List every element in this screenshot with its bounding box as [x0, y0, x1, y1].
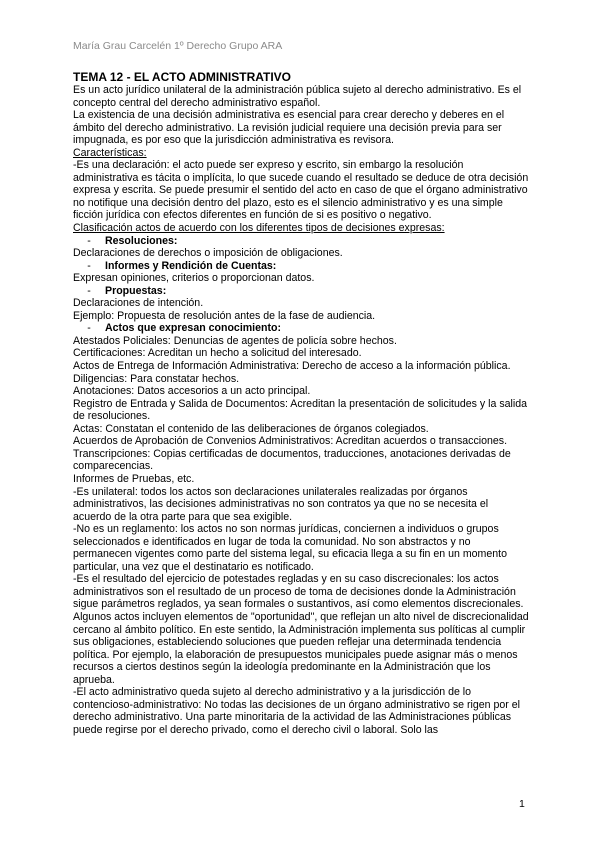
caracteristicas-heading: Características:: [73, 146, 147, 159]
potestades-paragraph: -Es el resultado del ejercicio de potestades regladas y en su caso discrecionales: los actos administrativos son el resultado de un proceso de toma de decisiones donde la Administración sigue parámetros reglados, ya sean formales o sustantivos, así como elementos discrecionales. Algunos actos incluyen elementos de "oportunidad", que reflejan un alto nivel de discrecionalidad cercano al ámbito político. En este sentido, la Administración implementa sus políticas al cumplir sus obligaciones, estableciendo soluciones que pueden reflejar una determinada tendencia política. Por ejemplo, la elaboración de presupuestos municipales puede asignar más o menos recursos a ciertos destinos según la ideología predominante en la Administración que los aprueba.: [73, 573, 529, 686]
resoluciones-text: Declaraciones de derechos o imposición de obligaciones.: [73, 247, 343, 260]
propuestas-heading: Propuestas:: [105, 284, 167, 297]
resoluciones-heading: Resoluciones:: [105, 234, 178, 247]
bullet-informes: [73, 260, 529, 273]
conocimiento-item: Acuerdos de Aprobación de Convenios Administrativos: Acreditan acuerdos o transacciones.: [73, 435, 508, 448]
conocimiento-item: Actos de Entrega de Información Administrativa: Derecho de acceso a la información pública.: [73, 360, 511, 373]
propuestas-line: Ejemplo: Propuesta de resolución antes de la fase de audiencia.: [73, 309, 376, 322]
document-title: TEMA 12 - EL ACTO ADMINISTRATIVO: [73, 70, 292, 84]
unilateral-paragraph: -Es unilateral: todos los actos son declaraciones unilaterales realizadas por órganos administrativos, las decisiones administrativas no son contratos ya que no se necesita el acuerdo de la otra parte para que sea exigible.: [73, 485, 489, 523]
clasificacion-heading: Clasificación actos de acuerdo con los diferentes tipos de decisiones expresas:: [73, 222, 445, 235]
conocimiento-item: Anotaciones: Datos accesorios a un acto principal.: [73, 385, 311, 398]
page-header: María Grau Carcelén 1º Derecho Grupo ARA: [73, 40, 283, 52]
document-body: [73, 71, 529, 736]
bullet-conocimiento: [73, 322, 529, 335]
bullet-dash: -: [87, 259, 91, 272]
conocimiento-item: Registro de Entrada y Salida de Documentos: Acreditan la presentación de solicitudes y la salida de resoluciones.: [73, 397, 528, 423]
informes-text: Expresan opiniones, criterios o proporcionan datos.: [73, 272, 315, 285]
conocimiento-item: Transcripciones: Copias certificadas de documentos, traducciones, anotaciones derivadas de comparecencias.: [73, 447, 511, 473]
intro-paragraph-2: La existencia de una decisión administrativa es esencial para crear derecho y deberes en el ámbito del derecho administrativo. La revisión judicial requiere una decisión previa para ser impugnada, es por eso que la jurisdicción administrativa es revisora.: [73, 109, 505, 147]
conocimiento-item: Informes de Pruebas, etc.: [73, 472, 195, 485]
informes-heading: Informes y Rendición de Cuentas:: [105, 259, 277, 272]
reglamento-paragraph: -No es un reglamento: los actos no son normas jurídicas, conciernen a individuos o grupos seleccionados e identificados en lugar de toda la comunidad. No son abstractos y no permanecen vigentes como parte del sistema legal, su eficacia llega a su fin en un momento particular, una vez que el destinatario es notificado.: [73, 523, 507, 573]
sujeto-paragraph: -El acto administrativo queda sujeto al derecho administrativo y a la jurisdicción de lo contencioso-administrativo: No todas las decisiones de un órgano administrativo se rigen por el derecho administrativo. Una parte minoritaria de la actividad de las Administraciones públicas puede regirse por el derecho privado, como el derecho civil o laboral. Solo las: [73, 686, 520, 736]
bullet-propuestas: [73, 285, 529, 298]
declaracion-paragraph: -Es una declaración: el acto puede ser expreso y escrito, sin embargo la resolución administrativa es tácita o implícita, lo que sucede cuando el resultado se deduce de otra decisión expresa y escrita. Se puede presumir el sentido del acto en caso de que el órgano administrativo no notifique una decisión dentro del plazo, esto es el silencio administrativo y es una simple ficción jurídica con efectos diferentes en función de si es positivo o negativo.: [73, 159, 529, 222]
conocimiento-item: Diligencias: Para constatar hechos.: [73, 372, 240, 385]
page-number: 1: [519, 798, 525, 810]
conocimiento-item: Atestados Policiales: Denuncias de agentes de policía sobre hechos.: [73, 334, 397, 347]
propuestas-line: Declaraciones de intención.: [73, 297, 204, 310]
intro-paragraph-1: Es un acto jurídico unilateral de la administración pública sujeto al derecho administrativo. Es el concepto central del derecho administrativo español.: [73, 84, 522, 109]
bullet-resoluciones: [73, 235, 529, 248]
conocimiento-item: Certificaciones: Acreditan un hecho a solicitud del interesado.: [73, 347, 362, 360]
bullet-dash: -: [87, 284, 91, 297]
conocimiento-heading: Actos que expresan conocimiento:: [105, 322, 282, 335]
bullet-dash: -: [87, 322, 91, 335]
bullet-dash: -: [87, 234, 91, 247]
conocimiento-item: Actas: Constatan el contenido de las deliberaciones de órganos colegiados.: [73, 422, 429, 435]
